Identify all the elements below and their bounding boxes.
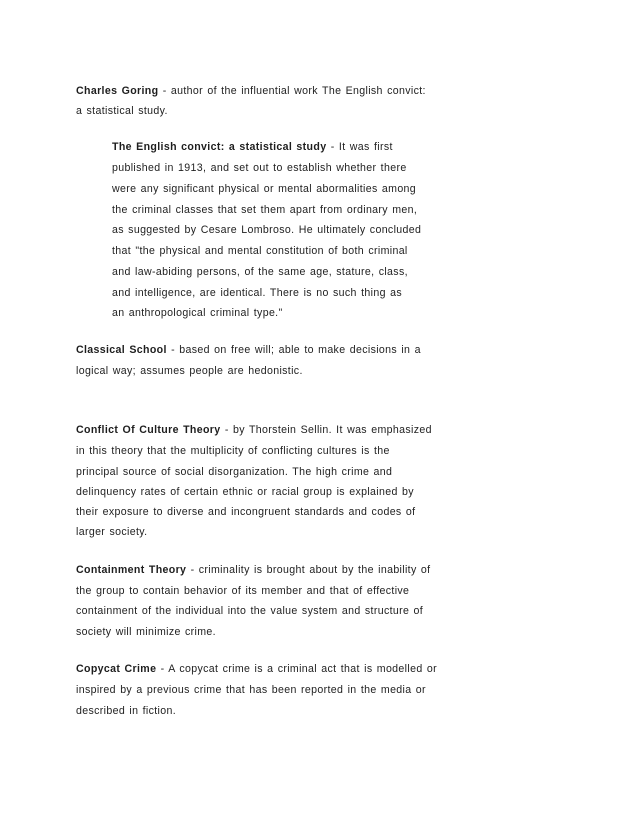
definition-text: - by Thorstein Sellin. It was emphasized [220,424,432,436]
definition-text: - author of the influential work The English convict: [158,85,426,97]
definition-line: society will minimize crime. [76,626,216,638]
definition-line: principal source of social disorganization. The high crime and [76,466,393,478]
definition-line: and law-abiding persons, of the same age, stature, class, [112,266,408,278]
definition-line: that "the physical and mental constitution of both criminal [112,245,408,257]
term-classical-school: Classical School [76,344,167,356]
term-conflict-of-culture-theory: Conflict Of Culture Theory [76,424,221,436]
definition-line: inspired by a previous crime that has been reported in the media or [76,684,426,696]
definition-text: - It was first [326,141,393,153]
definition-line: the group to contain behavior of its member and that of effective [76,585,410,597]
definition-text: - criminality is brought about by the inability of [186,564,431,576]
term-containment-theory: Containment Theory [76,564,187,576]
definition-line: their exposure to diverse and incongruent standards and codes of [76,506,416,518]
definition-line: larger society. [76,526,148,538]
definition-line: and intelligence, are identical. There is no such thing as [112,287,402,299]
entry-containment-theory-line-1 [76,563,430,577]
definition-line: in this theory that the multiplicity of conflicting cultures is the [76,445,390,457]
definition-line: described in fiction. [76,705,177,717]
definition-line: delinquency rates of certain ethnic or racial group is explained by [76,486,414,498]
term-english-convict: The English convict: a statistical study [112,141,327,153]
definition-line: an anthropological criminal type." [112,307,283,319]
term-charles-goring: Charles Goring [76,85,159,97]
definition-text: - A copycat crime is a criminal act that is modelled or [156,663,437,675]
term-copycat-crime: Copycat Crime [76,663,157,675]
entry-copycat-crime-line-1 [76,662,437,676]
entry-charles-goring-line-1 [76,84,426,98]
definition-line: containment of the individual into the value system and structure of [76,605,424,617]
definition-line: were any significant physical or mental abormalities among [112,183,417,195]
definition-text: - based on free will; able to make decisions in a [166,344,421,356]
definition-line: logical way; assumes people are hedonistic. [76,365,303,377]
entry-conflict-of-culture-line-1 [76,423,432,437]
definition-line: a statistical study. [76,105,168,117]
definition-line: as suggested by Cesare Lombroso. He ultimately concluded [112,224,422,236]
entry-classical-school-line-1 [76,343,421,357]
definition-line: published in 1913, and set out to establish whether there [112,162,407,174]
definition-line: the criminal classes that set them apart from ordinary men, [112,204,418,216]
entry-english-convict-line-1 [112,140,393,154]
